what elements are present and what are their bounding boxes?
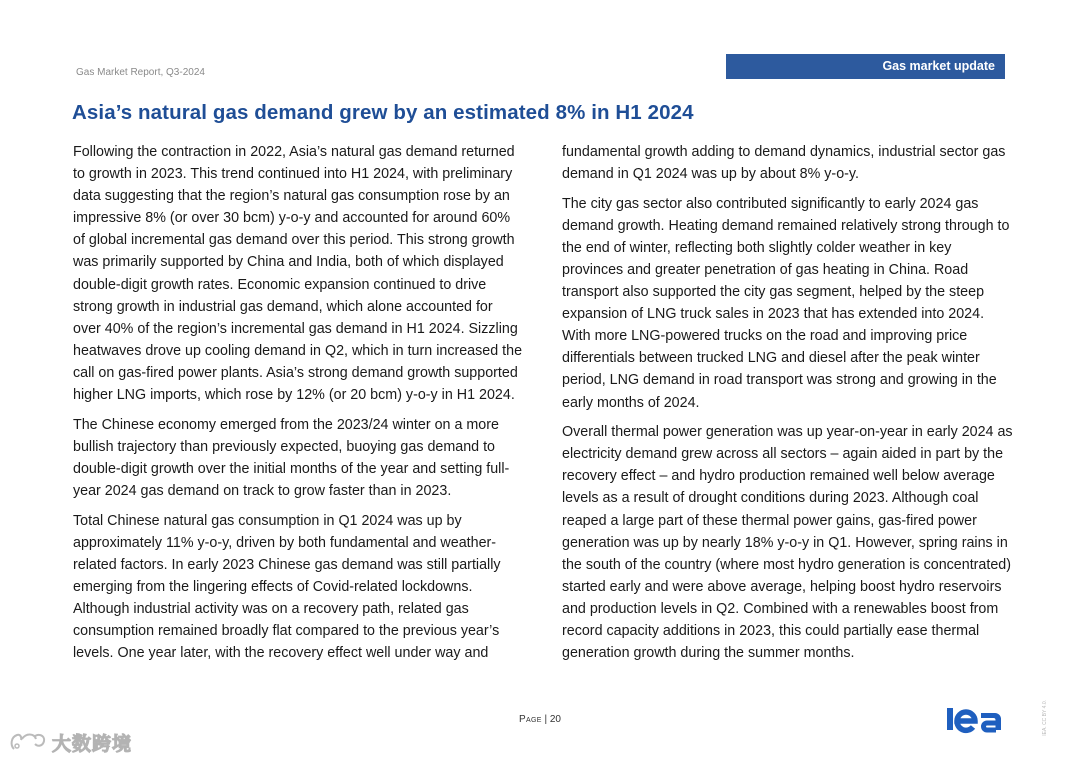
paragraph: Following the contraction in 2022, Asia’s natural gas demand returned to growth in 2023. This trend continued into H1 2024, with preliminary data suggesting that the region’s natural gas consumption rose by an impressive 8% (or over 30 bcm) y-o-y and accounted for around 60% of global incremental gas demand over this period. This strong growth was primarily supported by China and India, both of which displayed double-digit growth rates. Economic expansion continued to drive strong growth in industrial gas demand, which alone accounted for over 40% of the region’s incremental gas demand in H1 2024. Sizzling heatwaves drove up cooling demand in Q2, which in turn increased the call on gas-fired power plants. Asia’s strong demand growth supported higher LNG imports, which rose by 12% (or 20 bcm) y-o-y in H1 2024. (73, 144, 523, 404)
right-column (562, 141, 1014, 672)
license-text: IEA. CC BY 4.0. (1042, 700, 1048, 736)
paragraph: The Chinese economy emerged from the 2023/24 winter on a more bullish trajectory than previously expected, buoying gas demand to double-digit growth over the initial months of the year and setting full-year 2024 gas demand on track to grow faster than in 2023. (73, 416, 510, 499)
paragraph: Total Chinese natural gas consumption in Q1 2024 was up by approximately 11% y-o-y, driven by both fundamental and weather-related factors. In early 2023 Chinese gas demand was still partially emerging from the lingering effects of Covid-related lockdowns. Although industrial activity was on a recovery path, related gas consumption remained broadly flat compared to the previous year’s levels. One year later, with the recovery effect well under way and (73, 512, 501, 662)
paragraph: The city gas sector also contributed significantly to early 2024 gas demand growth. Heating demand remained relatively strong through to the end of winter, reflecting both slightly colder weather in key provinces and greater penetration of gas heating in China. Road transport also supported the city gas segment, helped by the steep expansion of LNG truck sales in 2023 that has extended into 2024. With more LNG-powered trucks on the road and improving price differentials between trucked LNG and diesel after the peak winter period, LNG demand in road transport was strong and growing in the early months of 2024. (562, 195, 1010, 411)
page-title: Asia’s natural gas demand grew by an estimated 8% in H1 2024 (72, 101, 694, 124)
watermark-text: 大数跨境 (52, 732, 133, 755)
paragraph: Overall thermal power generation was up year-on-year in early 2024 as electricity demand grew across all sectors – again aided in part by the recovery effect – and hydro production remained well below average levels as a result of drought conditions during 2023. Although coal reaped a large part of these thermal power gains, gas-fired power generation was up by nearly 18% y-o-y in Q1. However, spring rains in the south of the country (where most hydro generation is concentrated) started early and were above average, helping boost hydro reservoirs and production levels in Q2. Combined with a renewables boost from record capacity additions in 2023, this could partially ease thermal generation growth during the summer months. (562, 424, 1013, 662)
page-label: Page (519, 714, 542, 725)
page-number: 20 (549, 714, 561, 725)
section-tab: Gas market update (726, 54, 1005, 79)
left-column (73, 141, 523, 672)
watermark (8, 728, 132, 756)
page-footer (0, 714, 1080, 725)
paragraph: fundamental growth adding to demand dynamics, industrial sector gas demand in Q1 2024 was up by about 8% y-o-y. (562, 144, 1006, 183)
watermark-logo-icon (8, 729, 48, 755)
page-separator: | (544, 714, 550, 725)
iea-logo (945, 702, 1009, 734)
report-name: Gas Market Report, Q3-2024 (76, 67, 205, 78)
